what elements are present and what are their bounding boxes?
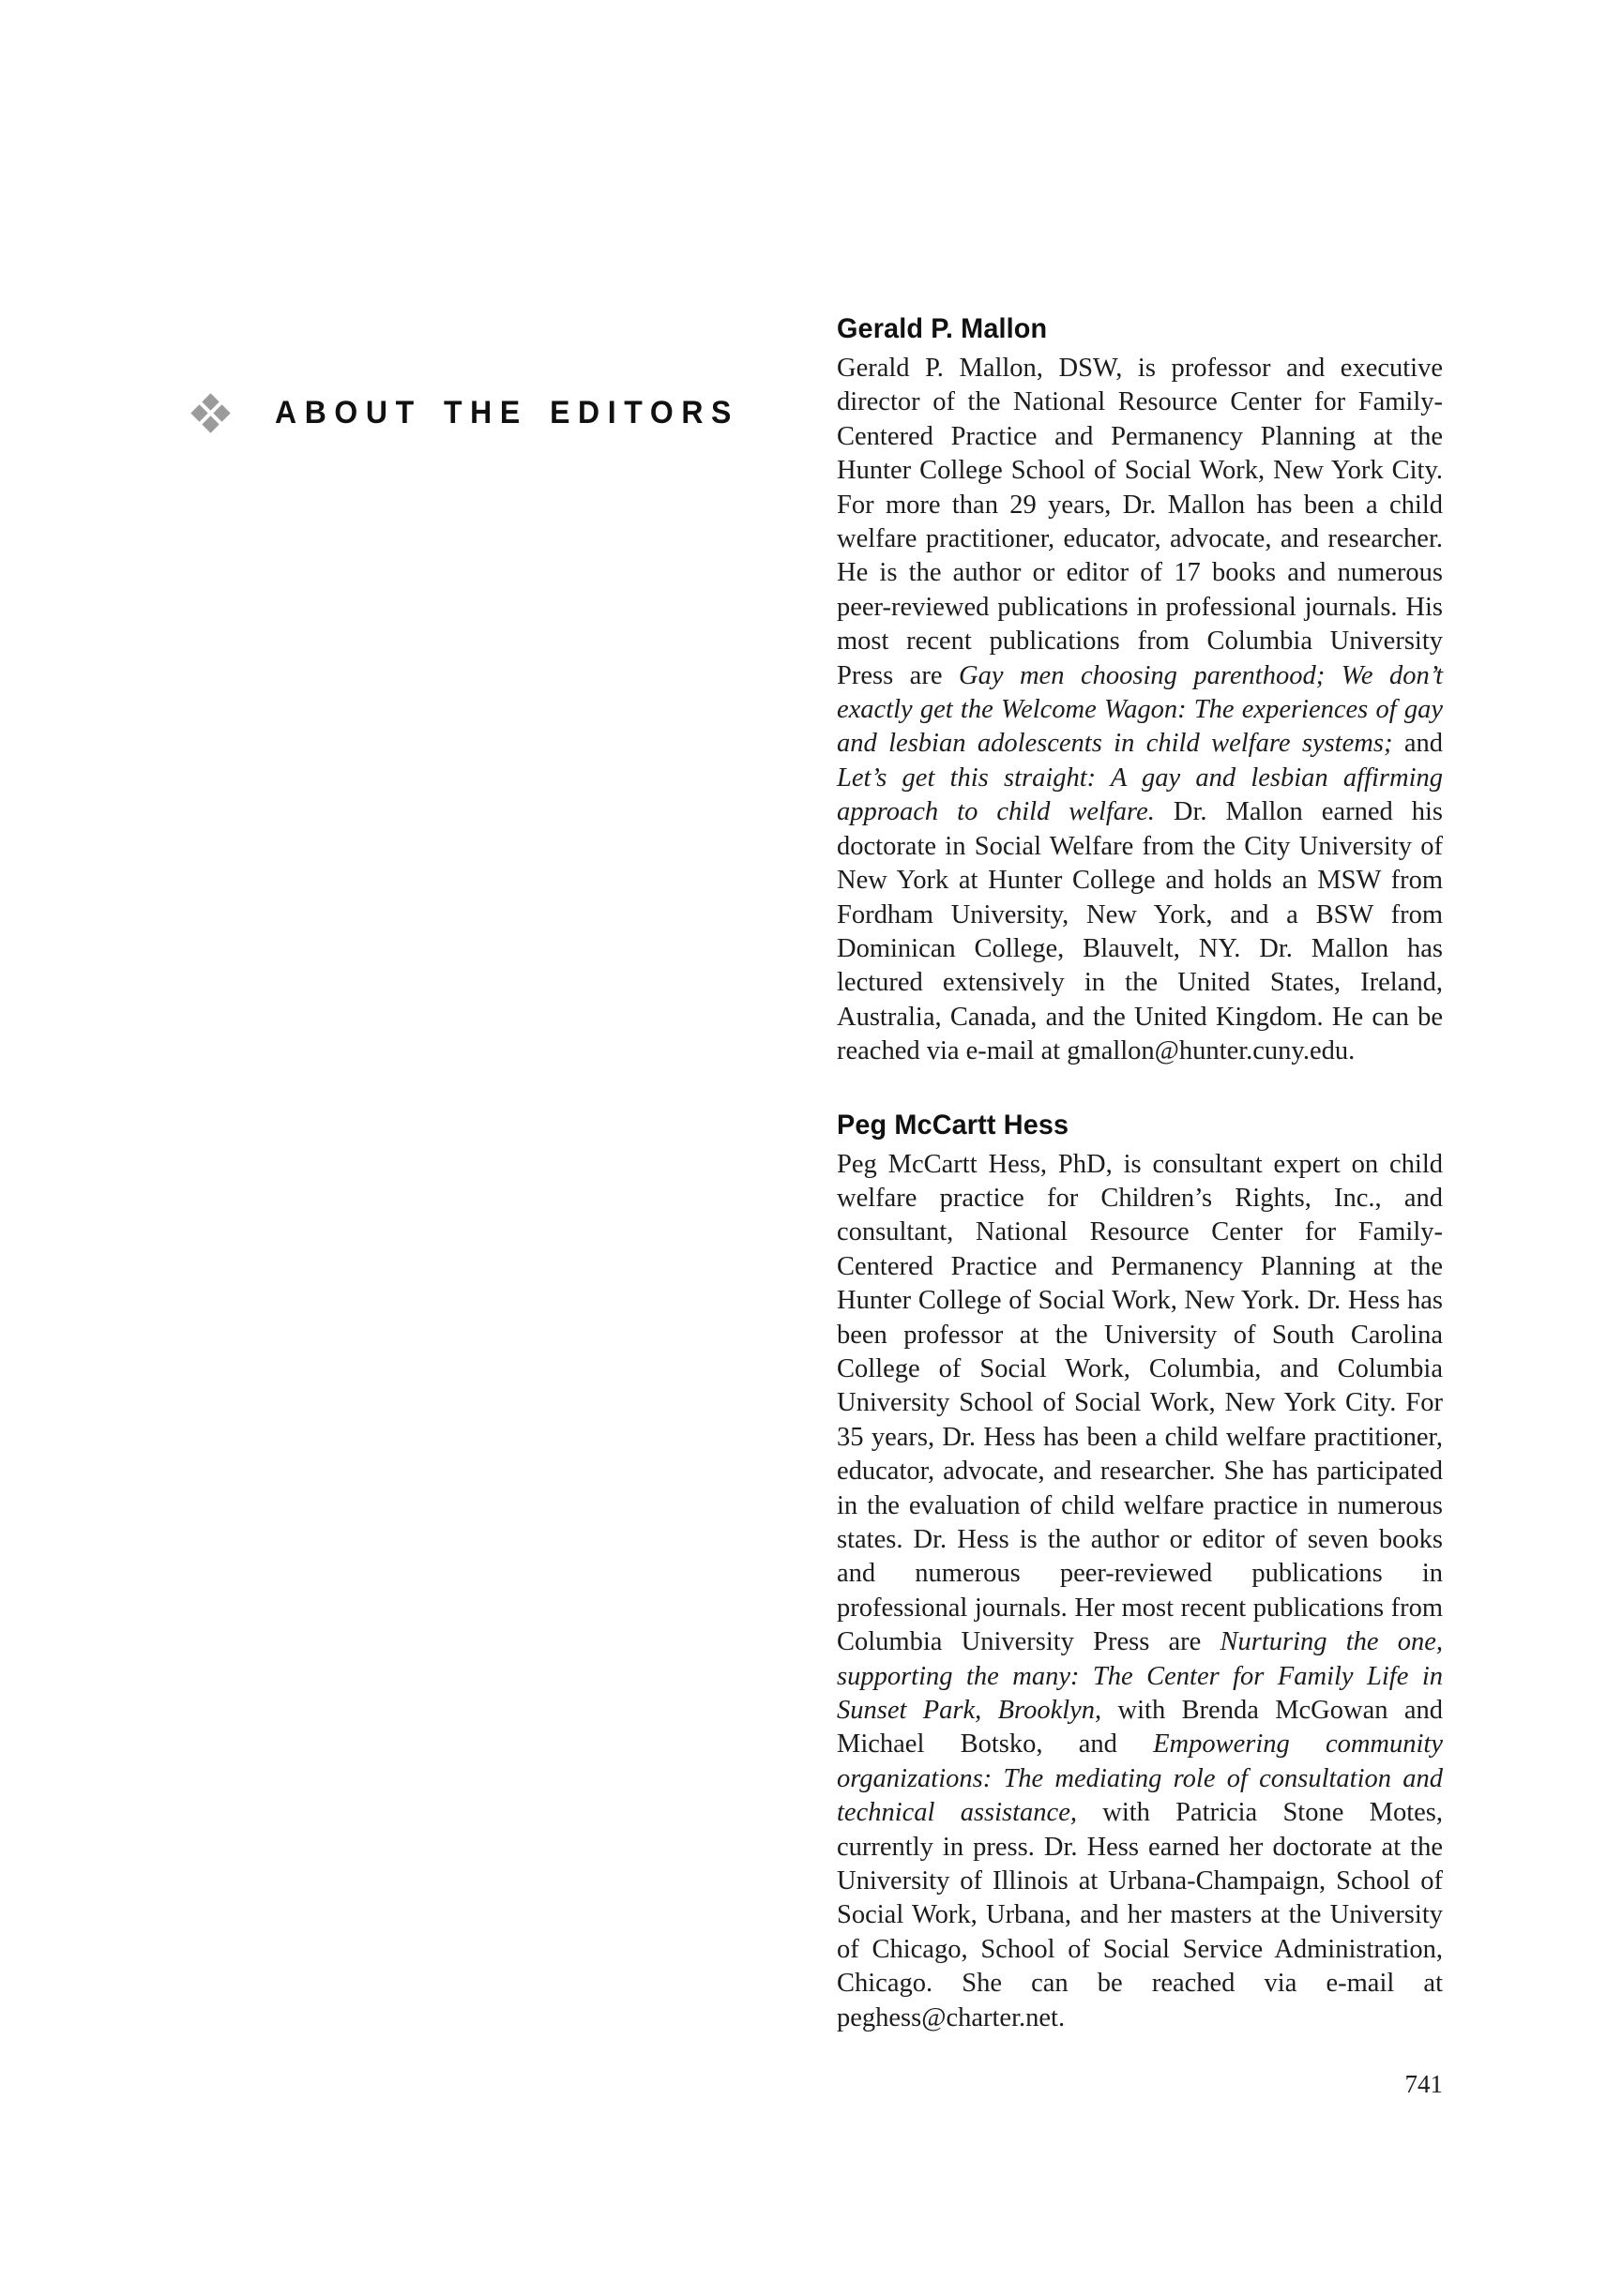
- editor-bio-hess: [837, 1109, 1443, 2036]
- bio-heading-mallon: Gerald P. Mallon: [837, 313, 1048, 344]
- bio-heading-hess: Peg McCartt Hess: [837, 1109, 1069, 1140]
- bio-paragraph-hess: Peg McCartt Hess, PhD, is consultant expert on child welfare practice for Children’s Rights, Inc., and consultant, National Resource Center for Family-Centered Practice and Permanency Planning at the Hunter College of Social Work, New York. Dr. Hess has been professor at the University of South Carolina College of Social Work, Columbia, and Columbia University School of Social Work, New York City. For 35 years, Dr. Hess has been a child welfare practitioner, educator, advocate, and researcher. She has participated in the evaluation of child welfare practice in numerous states. Dr. Hess is the author or editor of seven books and numerous peer-reviewed publications in professional journals. Her most recent publications from Columbia University Press are Nurturing the one, supporting the many: The Center for Family Life in Sunset Park, Brooklyn, with Brenda McGowan and Michael Botsko, and Empowering community organizations: The mediating role of consultation and technical assistance, with Patricia Stone Motes, currently in press. Dr. Hess earned her doctorate at the University of Illinois at Urbana-Champaign, School of Social Work, Urbana, and her masters at the University of Chicago, School of Social Service Administration, Chicago. She can be reached via e-mail at peghess@charter.net.: [837, 1149, 1444, 2032]
- bio-paragraph-mallon: Gerald P. Mallon, DSW, is professor and executive director of the National Resource Center for Family-Centered Practice and Permanency Planning at the Hunter College School of Social Work, New York City. For more than 29 years, Dr. Mallon has been a child welfare practitioner, educator, advocate, and researcher. He is the author or editor of 17 books and numerous peer-reviewed publications in professional journals. His most recent publications from Columbia University Press are Gay men choosing parenthood; We don’t exactly get the Welcome Wagon: The experiences of gay and lesbian adolescents in child welfare systems; and Let’s get this straight: A gay and lesbian affirming approach to child welfare. Dr. Mallon earned his doctorate in Social Welfare from the City University of New York at Hunter College and holds an MSW from Fordham University, New York, and a BSW from Dominican College, Blauvelt, NY. Dr. Mallon has lectured extensively in the United States, Ireland, Australia, Canada, and the United Kingdom. He can be reached via e-mail at gmallon@hunter.cuny.edu.: [837, 354, 1443, 1066]
- chapter-title: ABOUT THE EDITORS: [275, 395, 739, 430]
- page-number: 741: [1404, 2070, 1443, 2099]
- editor-bio-mallon: [837, 312, 1443, 1069]
- chapter-header: [192, 395, 769, 430]
- fleuron-diamonds-icon: [192, 395, 228, 430]
- text-column: [837, 312, 1443, 2099]
